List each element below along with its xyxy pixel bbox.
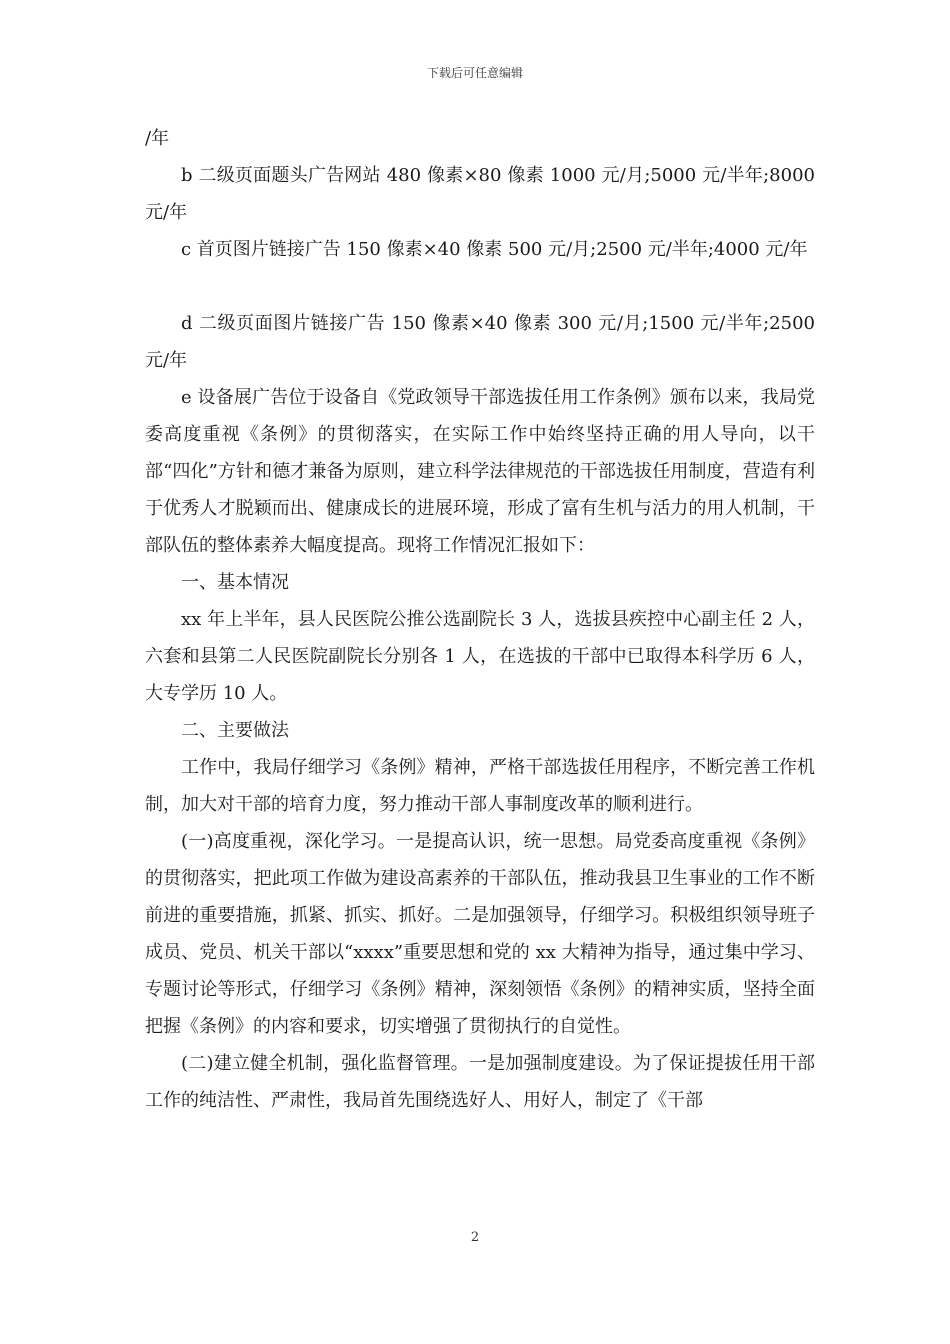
paragraph-methods-intro: 工作中，我局仔细学习《条例》精神，严格干部选拔任用程序，不断完善工作机制，加大对干部的培育力度，努力推动干部人事制度改革的顺利进行。 (145, 757, 815, 815)
paragraph-method-two: (二)建立健全机制，强化监督管理。一是加强制度建设。为了保证提拔任用干部工作的纯洁性、严肃性，我局首先围绕选好人、用好人，制定了《干部 (145, 1053, 815, 1111)
paragraph-year-fragment: /年 (145, 128, 170, 149)
paragraph-ad-c: c 首页图片链接广告 150 像素×40 像素 500 元/月;2500 元/半年;4000 元/年 (181, 239, 808, 260)
page-header-note: 下载后可任意编辑 (426, 66, 523, 80)
paragraph-ad-b: b 二级页面题头广告网站 480 像素×80 像素 1000 元/月;5000 元/半年;8000 元/年 (145, 165, 815, 223)
section-heading-methods: 二、主要做法 (181, 720, 289, 741)
document-body (145, 120, 815, 1119)
blank-line (145, 268, 815, 305)
paragraph-basic-situation: xx 年上半年，县人民医院公推公选副院长 3 人，选拔县疾控中心副主任 2 人，六套和县第二人民医院副院长分别各 1 人，在选拔的干部中已取得本科学历 6 人，大专学历 10 人。 (145, 609, 815, 704)
paragraph-ad-e-intro: e 设备展广告位于设备自《党政领导干部选拔任用工作条例》颁布以来，我局党委高度重视《条例》的贯彻落实，在实际工作中始终坚持正确的用人导向，以干部“四化”方针和德才兼备为原则，建立科学法律规范的干部选拔任用制度，营造有利于优秀人才脱颖而出、健康成长的进展环境，形成了富有生机与活力的用人机制，干部队伍的整体素养大幅度提高。现将工作情况汇报如下： (145, 387, 815, 556)
paragraph-method-one: (一)高度重视，深化学习。一是提高认识，统一思想。局党委高度重视《条例》的贯彻落实，把此项工作做为建设高素养的干部队伍，推动我县卫生事业的工作不断前进的重要措施，抓紧、抓实、抓好。二是加强领导，仔细学习。积极组织领导班子成员、党员、机关干部以“xxxx”重要思想和党的 xx 大精神为指导，通过集中学习、专题讨论等形式，仔细学习《条例》精神，深刻领悟《条例》的精神实质，坚持全面把握《条例》的内容和要求，切实增强了贯彻执行的自觉性。 (145, 831, 815, 1037)
paragraph-ad-d: d 二级页面图片链接广告 150 像素×40 像素 300 元/月;1500 元/半年;2500 元/年 (145, 313, 815, 371)
page-number: 2 (470, 1230, 480, 1245)
section-heading-basic: 一、基本情况 (181, 572, 289, 593)
